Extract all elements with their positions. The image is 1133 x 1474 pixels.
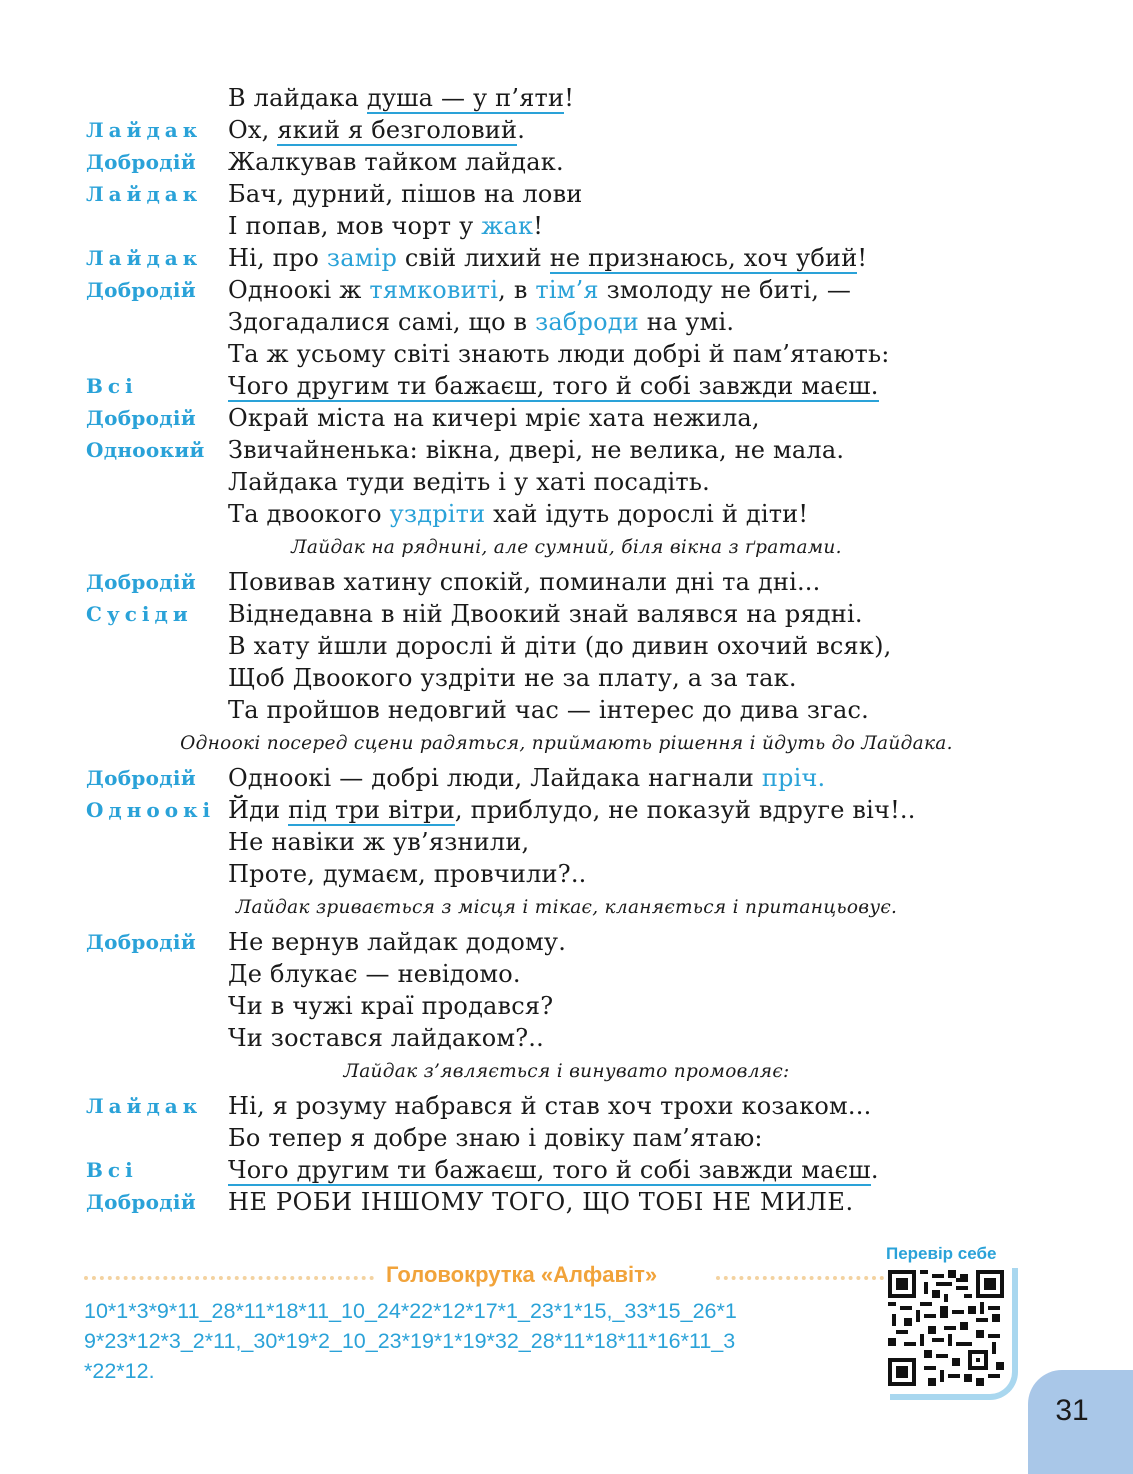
line-text: Чи зостався лайдаком?.. [228,1024,544,1052]
dialogue-line [0,1022,1133,1054]
line-text: Віднедавна в ній Двоокий знай валявся на рядні. [228,600,863,628]
dialogue-line [0,762,1133,794]
dialogue-line [0,1154,1133,1186]
dialogue-line [0,338,1133,370]
dialogue-line [0,598,1133,630]
speaker-label: Лайдак [86,1094,203,1118]
glossary-word: пріч. [761,764,826,792]
dialogue-line [0,178,1133,210]
stage-direction-line [0,530,1133,566]
stage-direction-line [0,1054,1133,1090]
line-text: , в [498,276,536,304]
speaker-label: Лайдак [86,246,203,270]
speaker-label: Лайдак [86,182,203,206]
line-text: Здогадалися самі, що в [228,308,536,336]
line-text: . [870,1156,879,1184]
underlined-phrase: Чого другим ти бажаєш, того й собі завжди маєш [228,1156,871,1184]
dialogue-line [0,498,1133,530]
speaker-label: Добродій [86,278,196,302]
line-text: Ні, про [228,244,327,272]
dialogue-line [0,990,1133,1022]
dialogue-line [0,794,1133,826]
speaker-label: Добродій [86,150,196,174]
dialogue-line [0,306,1133,338]
line-text: В лайдака [228,84,367,112]
dotted-divider [84,1276,374,1280]
page-number: 31 [1055,1394,1089,1427]
dialogue-line [0,694,1133,726]
line-text: Та пройшов недовгий час — інтерес до дива згас. [228,696,869,724]
page-number-tab [1028,1370,1133,1474]
puzzle-code-line: *22*12. [84,1359,155,1383]
underlined-phrase: душа — у п’яти [366,84,565,112]
dialogue-line [0,466,1133,498]
qr-code-block[interactable] [884,1268,1014,1398]
speaker-label: Всі [86,1158,138,1182]
line-text: ! [564,84,575,112]
line-text: В хату йшли дорослі й діти (до дивин охочий всяк), [228,632,892,660]
dialogue-line [0,370,1133,402]
speaker-label: Добродій [86,570,196,594]
line-text: , приблудо, не показуй вдруге віч!.. [454,796,916,824]
glossary-word: уздріти [389,500,486,528]
check-yourself-label: Перевір себе [886,1244,997,1263]
stage-direction: Одноокі посеред сцени радяться, приймають рішення і йдуть до Лайдака. [180,733,953,754]
speaker-label: Всі [86,374,138,398]
speaker-label: Добродій [86,406,196,430]
dialogue-line [0,926,1133,958]
dialogue-line [0,434,1133,466]
speaker-label: Сусіди [86,602,193,626]
line-text: Щоб Двоокого уздріти не за плату, а за так. [228,664,797,692]
stage-direction: Лайдак з’являється і винувато промовляє: [343,1061,790,1082]
glossary-word: тім’я [535,276,599,304]
speaker-label: Добродій [86,766,196,790]
dialogue-line [0,826,1133,858]
line-text: Йди [228,796,289,824]
line-text: І попав, мов чорт у [228,212,482,240]
line-text: Повивав хатину спокій, поминали дні та дні... [228,568,821,596]
line-text: змолоду не биті, — [598,276,852,304]
line-text: Не вернув лайдак додому. [228,928,567,956]
stage-direction-line [0,726,1133,762]
dialogue-line [0,958,1133,990]
dialogue-line [0,402,1133,434]
line-text: Бач, дурний, пішов на лови [228,180,583,208]
puzzle-code-line: 10*1*3*9*11_28*11*18*11_10_24*22*12*17*1_23*1*15,_33*15_26*1 [84,1299,737,1323]
dialogue-line [0,242,1133,274]
line-text: Не навіки ж ув’язнили, [228,828,530,856]
speaker-label: Одноокий [86,438,205,462]
dialogue-line [0,662,1133,694]
speaker-label: Добродій [86,1190,196,1214]
puzzle-title: Головокрутка «Алфавіт» [386,1262,658,1287]
glossary-word: замір [326,244,398,272]
dialogue-line [0,146,1133,178]
line-text: ! [857,244,868,272]
qr-code-icon[interactable] [888,1270,1004,1386]
glossary-word: заброди [535,308,639,336]
dotted-divider [716,1276,884,1280]
dialogue-line [0,630,1133,662]
dialogue-line [0,210,1133,242]
line-text: Ох, [228,116,278,144]
line-text: хай ідуть дорослі й діти! [485,500,809,528]
line-text: Чи в чужі краї продався? [228,992,554,1020]
underlined-phrase: під три вітри [288,796,455,824]
speaker-label: Одноокі [86,798,216,822]
stage-direction-line [0,890,1133,926]
line-text: . [517,116,526,144]
speaker-label: Лайдак [86,118,203,142]
dialogue [0,82,1133,1218]
line-text: Бо тепер я добре знаю і довіку пам’ятаю: [228,1124,763,1152]
dialogue-line [0,858,1133,890]
line-text: НЕ РОБИ ІНШОМУ ТОГО, ЩО ТОБІ НЕ МИЛЕ. [228,1188,854,1216]
line-text: Та двоокого [228,500,390,528]
dialogue-line [0,1090,1133,1122]
line-text: Лайдака туди ведіть і у хаті посадіть. [228,468,710,496]
dialogue-line [0,566,1133,598]
glossary-word: тямковиті [369,276,499,304]
line-text: Та ж усьому світі знають люди добрі й пам’ятають: [228,340,890,368]
line-text: на умі. [638,308,735,336]
dialogue-line [0,82,1133,114]
dialogue-line [0,1186,1133,1218]
puzzle-code-line: 9*23*12*3_2*11,_30*19*2_10_23*19*1*19*32_28*11*18*11*16*11_3 [84,1329,736,1353]
line-text: Де блукає — невідомо. [228,960,521,988]
line-text: Окрай міста на кичері мріє хата нежила, [228,404,760,432]
dialogue-line [0,114,1133,146]
line-text: Жалкував тайком лайдак. [228,148,564,176]
line-text: ! [533,212,544,240]
line-text: Звичайненька: вікна, двері, не велика, не мала. [228,436,845,464]
line-text: Одноокі ж [228,276,370,304]
stage-direction: Лайдак зривається з місця і тікає, кланяється і пританцьовує. [235,897,898,918]
underlined-phrase: не признаюсь, хоч убий [549,244,858,272]
line-text: Одноокі — добрі люди, Лайдака нагнали [228,764,762,792]
glossary-word: жак [481,212,534,240]
stage-direction: Лайдак на ряднині, але сумний, біля вікна з ґратами. [291,537,842,558]
dialogue-line [0,274,1133,306]
line-text: Ні, я розуму набрався й став хоч трохи козаком... [228,1092,872,1120]
dialogue-line [0,1122,1133,1154]
puzzle-code [84,1296,874,1386]
underlined-phrase: Чого другим ти бажаєш, того й собі завжди маєш. [228,372,879,400]
speaker-label: Добродій [86,930,196,954]
puzzle-heading [84,1262,884,1292]
line-text: свій лихий [397,244,550,272]
line-text: Проте, думаєм, провчили?.. [228,860,587,888]
underlined-phrase: який я безголовий [277,116,518,144]
